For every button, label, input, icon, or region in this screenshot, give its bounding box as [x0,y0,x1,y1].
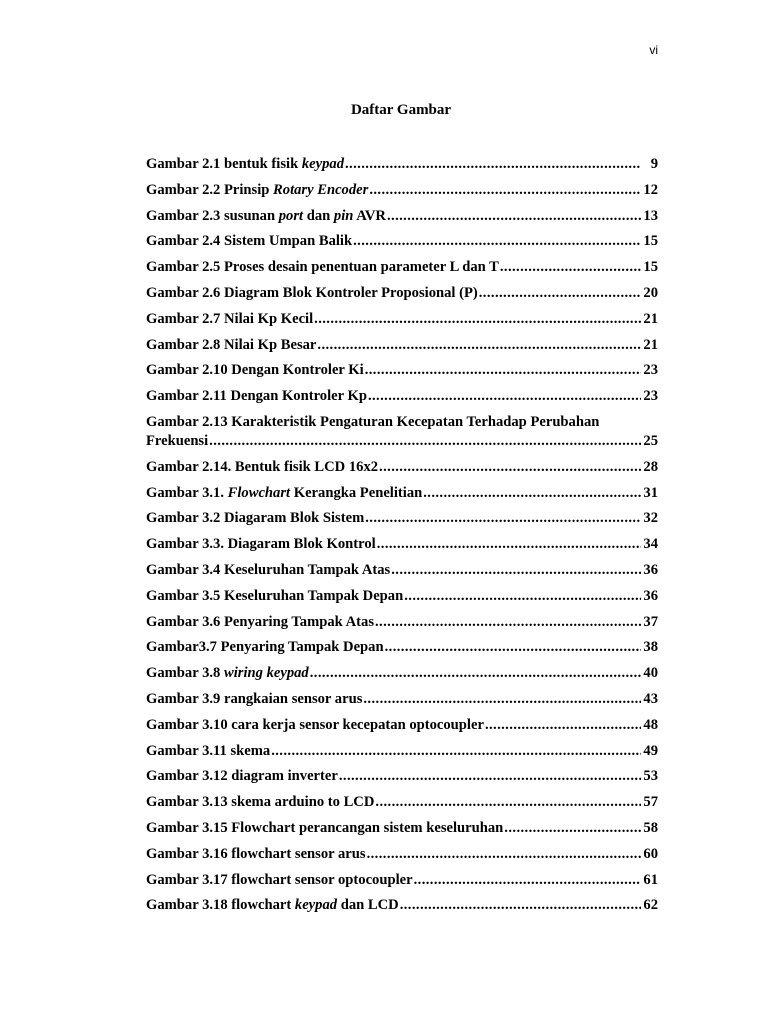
entry-emphasis: pin [333,207,354,224]
entry-page-number: 36 [643,587,658,604]
toc-entry[interactable] [146,181,658,207]
dot-leader [377,535,641,554]
toc-entry[interactable] [146,767,658,793]
dot-leader [317,336,641,355]
entry-page-number: 21 [643,336,658,353]
entry-label [146,690,362,709]
entry-text: Gambar 3.5 Keseluruhan Tampak Depan [146,587,404,604]
entry-text: Gambar 3.13 skema arduino to LCD [146,794,375,811]
entry-label [146,767,338,786]
entry-page-number: 48 [643,716,658,733]
toc-entry[interactable] [146,284,658,310]
entry-label [146,535,376,554]
entry-label [146,613,374,632]
entry-label [146,561,390,580]
entry-page-number: 37 [643,613,658,630]
entry-label [146,896,399,915]
entry-text: Gambar 3.10 cara kerja sensor kecepatan optocoupler [146,716,484,733]
toc-entry[interactable] [146,310,658,336]
toc-entry[interactable] [146,413,658,458]
entry-label [146,638,384,657]
entry-page-number: 40 [643,665,658,682]
dot-leader [485,716,641,735]
entry-label [146,819,503,838]
toc-entry[interactable] [146,716,658,742]
entry-page-number: 21 [643,310,658,327]
entry-page-number: 43 [643,690,658,707]
entry-label [146,793,374,812]
toc-entry[interactable] [146,793,658,819]
entry-text: Gambar 3.16 flowchart sensor arus [146,845,366,862]
entry-text: Gambar 3.9 rangkaian sensor arus [146,690,363,707]
entry-page-number: 12 [643,181,658,198]
toc-entry[interactable] [146,155,658,181]
entry-text: Gambar 3.2 Diagaram Blok Sistem [146,510,365,527]
entry-label [146,387,367,406]
entry-text: Gambar 2.7 Nilai Kp Kecil [146,310,314,327]
dot-leader [365,509,641,528]
entry-label [146,509,364,528]
entry-text: dan LCD [337,897,399,914]
dot-leader [400,896,641,915]
entry-page-number: 34 [643,536,658,553]
dot-leader [353,232,641,251]
toc-entry[interactable] [146,638,658,664]
entry-emphasis: keypad [294,897,338,914]
entry-label [146,310,313,329]
toc-entry[interactable] [146,690,658,716]
toc-entry[interactable] [146,819,658,845]
toc-entry[interactable] [146,509,658,535]
entry-label [146,742,270,761]
entry-page-number: 58 [643,819,658,836]
toc-entry[interactable] [146,258,658,284]
entry-page-number: 62 [643,897,658,914]
dot-leader [404,587,641,606]
toc-entry[interactable] [146,561,658,587]
dot-leader [363,690,641,709]
dot-leader [504,819,641,838]
entry-text: Gambar 3.18 flowchart [146,897,295,914]
page-title: Daftar Gambar [350,102,452,118]
entry-text: Gambar 3.8 [146,665,224,682]
entry-label [146,258,499,277]
dot-leader [379,458,641,477]
entry-page-number: 23 [643,362,658,379]
entry-page-number: 13 [643,207,658,224]
entry-text: Gambar 3.17 flowchart sensor optocoupler [146,871,413,888]
entry-emphasis: Rotary Encoder [273,181,369,198]
entry-text: Gambar 3.12 diagram inverter [146,768,338,785]
entry-text: Gambar 2.4 Sistem Umpan Balik [146,233,353,250]
entry-text: Gambar 3.1. [146,484,228,501]
entry-page-number: 57 [643,794,658,811]
entry-page-number: 25 [643,432,658,449]
dot-leader [414,871,641,890]
entry-text: Gambar 2.8 Nilai Kp Besar [146,336,317,353]
dot-leader [310,664,641,683]
dot-leader [479,284,641,303]
entry-text: Gambar 3.6 Penyaring Tampak Atas [146,613,374,630]
entry-label [146,871,413,890]
entry-page-number: 32 [643,510,658,527]
entry-text: Gambar 3.4 Keseluruhan Tampak Atas [146,561,391,578]
toc-entry[interactable] [146,613,658,639]
entry-label [146,284,478,303]
entry-page-number: 15 [643,233,658,250]
toc-entry[interactable] [146,207,658,233]
entry-page-number: 31 [643,484,658,501]
entry-text: Gambar 3.11 skema [146,742,271,759]
entry-page-number: 53 [643,768,658,785]
entry-label [146,336,316,355]
entry-text: Kerangka Penelitian [290,484,423,501]
entry-text: Gambar 2.14. Bentuk fisik LCD 16x2 [146,458,379,475]
entry-page-number: 9 [650,156,658,172]
entry-label [146,181,368,200]
entry-text: AVR [353,207,386,224]
toc-entry[interactable] [146,232,658,258]
entry-text: Gambar3.7 Penyaring Tampak Depan [146,639,384,656]
entry-emphasis: wiring keypad [223,665,309,682]
dot-leader [500,258,641,277]
dot-leader [387,207,641,226]
entry-emphasis: Flowchart [227,484,291,501]
entry-label [146,587,403,606]
toc-entry[interactable] [146,458,658,484]
entry-label [146,155,344,174]
entry-label [146,458,378,477]
entry-page-number: 36 [643,561,658,578]
toc-entry[interactable] [146,845,658,871]
page-number: vi [649,43,658,57]
dot-leader [369,181,641,200]
entry-text: Gambar 3.3. Diagaram Blok Kontrol [146,536,376,553]
entry-text: Gambar 3.15 Flowchart perancangan sistem keseluruhan [146,819,504,836]
dot-leader [391,561,641,580]
entry-page-number: 28 [643,458,658,475]
entry-text: Frekuensi [146,432,209,449]
entry-label [146,664,309,683]
entry-label [146,716,484,735]
toc-entry[interactable] [146,387,658,413]
toc-entry[interactable] [146,587,658,613]
entry-page-number: 15 [643,259,658,276]
entry-text: Gambar 2.5 Proses desain penentuan parameter L dan T [146,259,499,276]
toc-entry[interactable] [146,535,658,561]
entry-label [146,432,208,451]
dot-leader [367,845,641,864]
entry-emphasis: keypad [301,156,344,172]
dot-leader [385,638,641,657]
toc-entry[interactable] [146,484,658,510]
entry-text: Gambar 2.11 Dengan Kontroler Kp [146,388,367,405]
entry-page-number: 60 [643,845,658,862]
entry-emphasis: port [278,207,304,224]
entry-page-number: 61 [643,871,658,888]
entry-text: Gambar 2.13 Karakteristik Pengaturan Kecepatan Terhadap Perubahan [146,413,600,430]
entry-label [146,361,364,380]
dot-leader [314,310,641,329]
dot-leader [368,387,641,406]
entry-page-number: 23 [643,388,658,405]
dot-leader [345,155,641,174]
entry-text: Gambar 2.2 Prinsip [146,181,274,198]
entry-label [146,232,352,251]
entry-text: Gambar 2.1 bentuk fisik [146,156,302,172]
toc-entry[interactable] [146,664,658,690]
table-of-figures [146,155,658,922]
dot-leader [209,432,641,451]
entry-page-number: 38 [643,639,658,656]
entry-label [146,845,366,864]
dot-leader [423,484,641,503]
entry-text: Gambar 2.10 Dengan Kontroler Ki [146,362,364,379]
dot-leader [375,793,641,812]
dot-leader [375,613,641,632]
dot-leader [271,742,641,761]
entry-text: Gambar 2.6 Diagram Blok Kontroler Proposional (P) [146,284,478,301]
dot-leader [339,767,641,786]
entry-label [146,207,386,226]
entry-text: dan [303,207,334,224]
entry-page-number: 20 [643,284,658,301]
toc-entry[interactable] [146,896,658,922]
toc-entry[interactable] [146,742,658,768]
entry-page-number: 49 [643,742,658,759]
dot-leader [365,361,641,380]
entry-label [146,484,422,503]
toc-entry[interactable] [146,871,658,897]
toc-entry[interactable] [146,361,658,387]
entry-text: Gambar 2.3 susunan [146,207,279,224]
toc-entry[interactable] [146,336,658,362]
